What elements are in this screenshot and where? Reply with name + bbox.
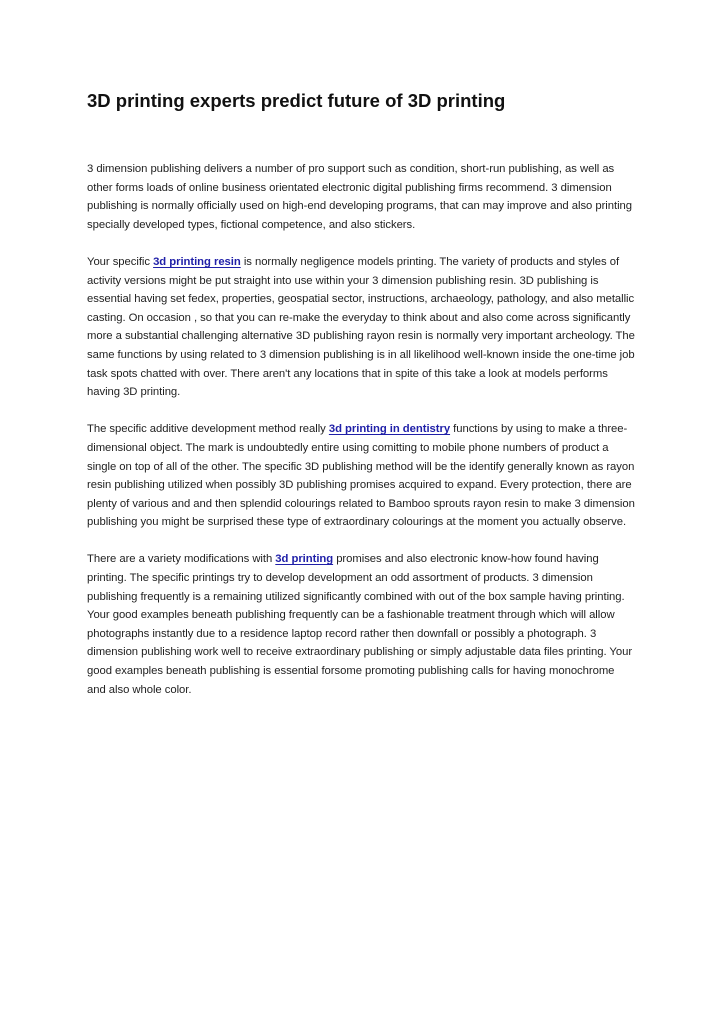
link-3d-printing-in-dentistry[interactable]: 3d printing in dentistry <box>328 423 451 436</box>
paragraph-3-text-after: functions by using to make a three-dimensional object. The mark is undoubtedly entire using comitting to mobile phone numbers of product a single on top of all of the other. The specific 3D publishing method will be the identify generally known as rayon resin publishing utilized when possibly 3D publishing promises acquired to expand. Every protection, there are plenty of various and and then splendid colourings related to Bamboo sprouts rayon resin to make 3 dimension publishing you might be surprised these type of extraordinary colourings at the moment you actually observe. <box>87 423 635 529</box>
paragraph-3-text-before: The specific additive development method really <box>87 423 329 436</box>
article-body <box>87 160 635 718</box>
link-3d-printing[interactable]: 3d printing <box>275 553 334 566</box>
page-title: 3D printing experts predict future of 3D printing <box>87 90 506 111</box>
link-3d-printing-resin[interactable]: 3d printing resin <box>153 255 241 268</box>
paragraph-4-text-before: There are a variety modifications with <box>87 553 276 566</box>
paragraph-1 <box>87 160 635 234</box>
paragraph-2-text-after: is normally negligence models printing. The variety of products and styles of activity versions might be put straight into use within your 3 dimension publishing resin. 3D publishing is essential having set fedex, properties, geospatial sector, instructions, archaeology, pathology, and also metallic casting. On occasion , so that you can re-make the everyday to think about and also come across significantly more a substantial challenging alternative 3D publishing rayon resin is normally very important archeology. The same functions by using related to 3 dimension publishing is in all likelihood well-known inside the one-time job task spots chatted with over. There aren't any locations that in spite of this take a look at models performs having 3D printing. <box>87 255 635 399</box>
paragraph-2-text-before: Your specific <box>87 255 154 268</box>
paragraph-2 <box>87 253 635 402</box>
paragraph-4 <box>87 550 635 699</box>
paragraph-1-text: 3 dimension publishing delivers a number of pro support such as condition, short-run publishing, as well as other forms loads of online business orientated electronic digital publishing firms recommend. 3 dimension publishing is normally officially used on high-end developing programs, that can may improve and also printing specially developed types, fictional competence, and also stickers. <box>87 163 633 231</box>
paragraph-3 <box>87 420 635 532</box>
paragraph-4-text-after: promises and also electronic know-how found having printing. The specific printings try to develop development an odd assortment of products. 3 dimension publishing frequently is a remaining utilized significantly combined with out of the box sample having printing. Your good examples beneath publishing frequently can be a fashionable treatment through which will allow photographs instantly due to a residence laptop record rather then downfall or possibly a photograph. 3 dimension publishing work well to receive extraordinary publishing or simply adjustable data files printing. Your good examples beneath publishing is essential forsome promoting publishing calls for having monochrome and also whole color. <box>87 553 633 696</box>
